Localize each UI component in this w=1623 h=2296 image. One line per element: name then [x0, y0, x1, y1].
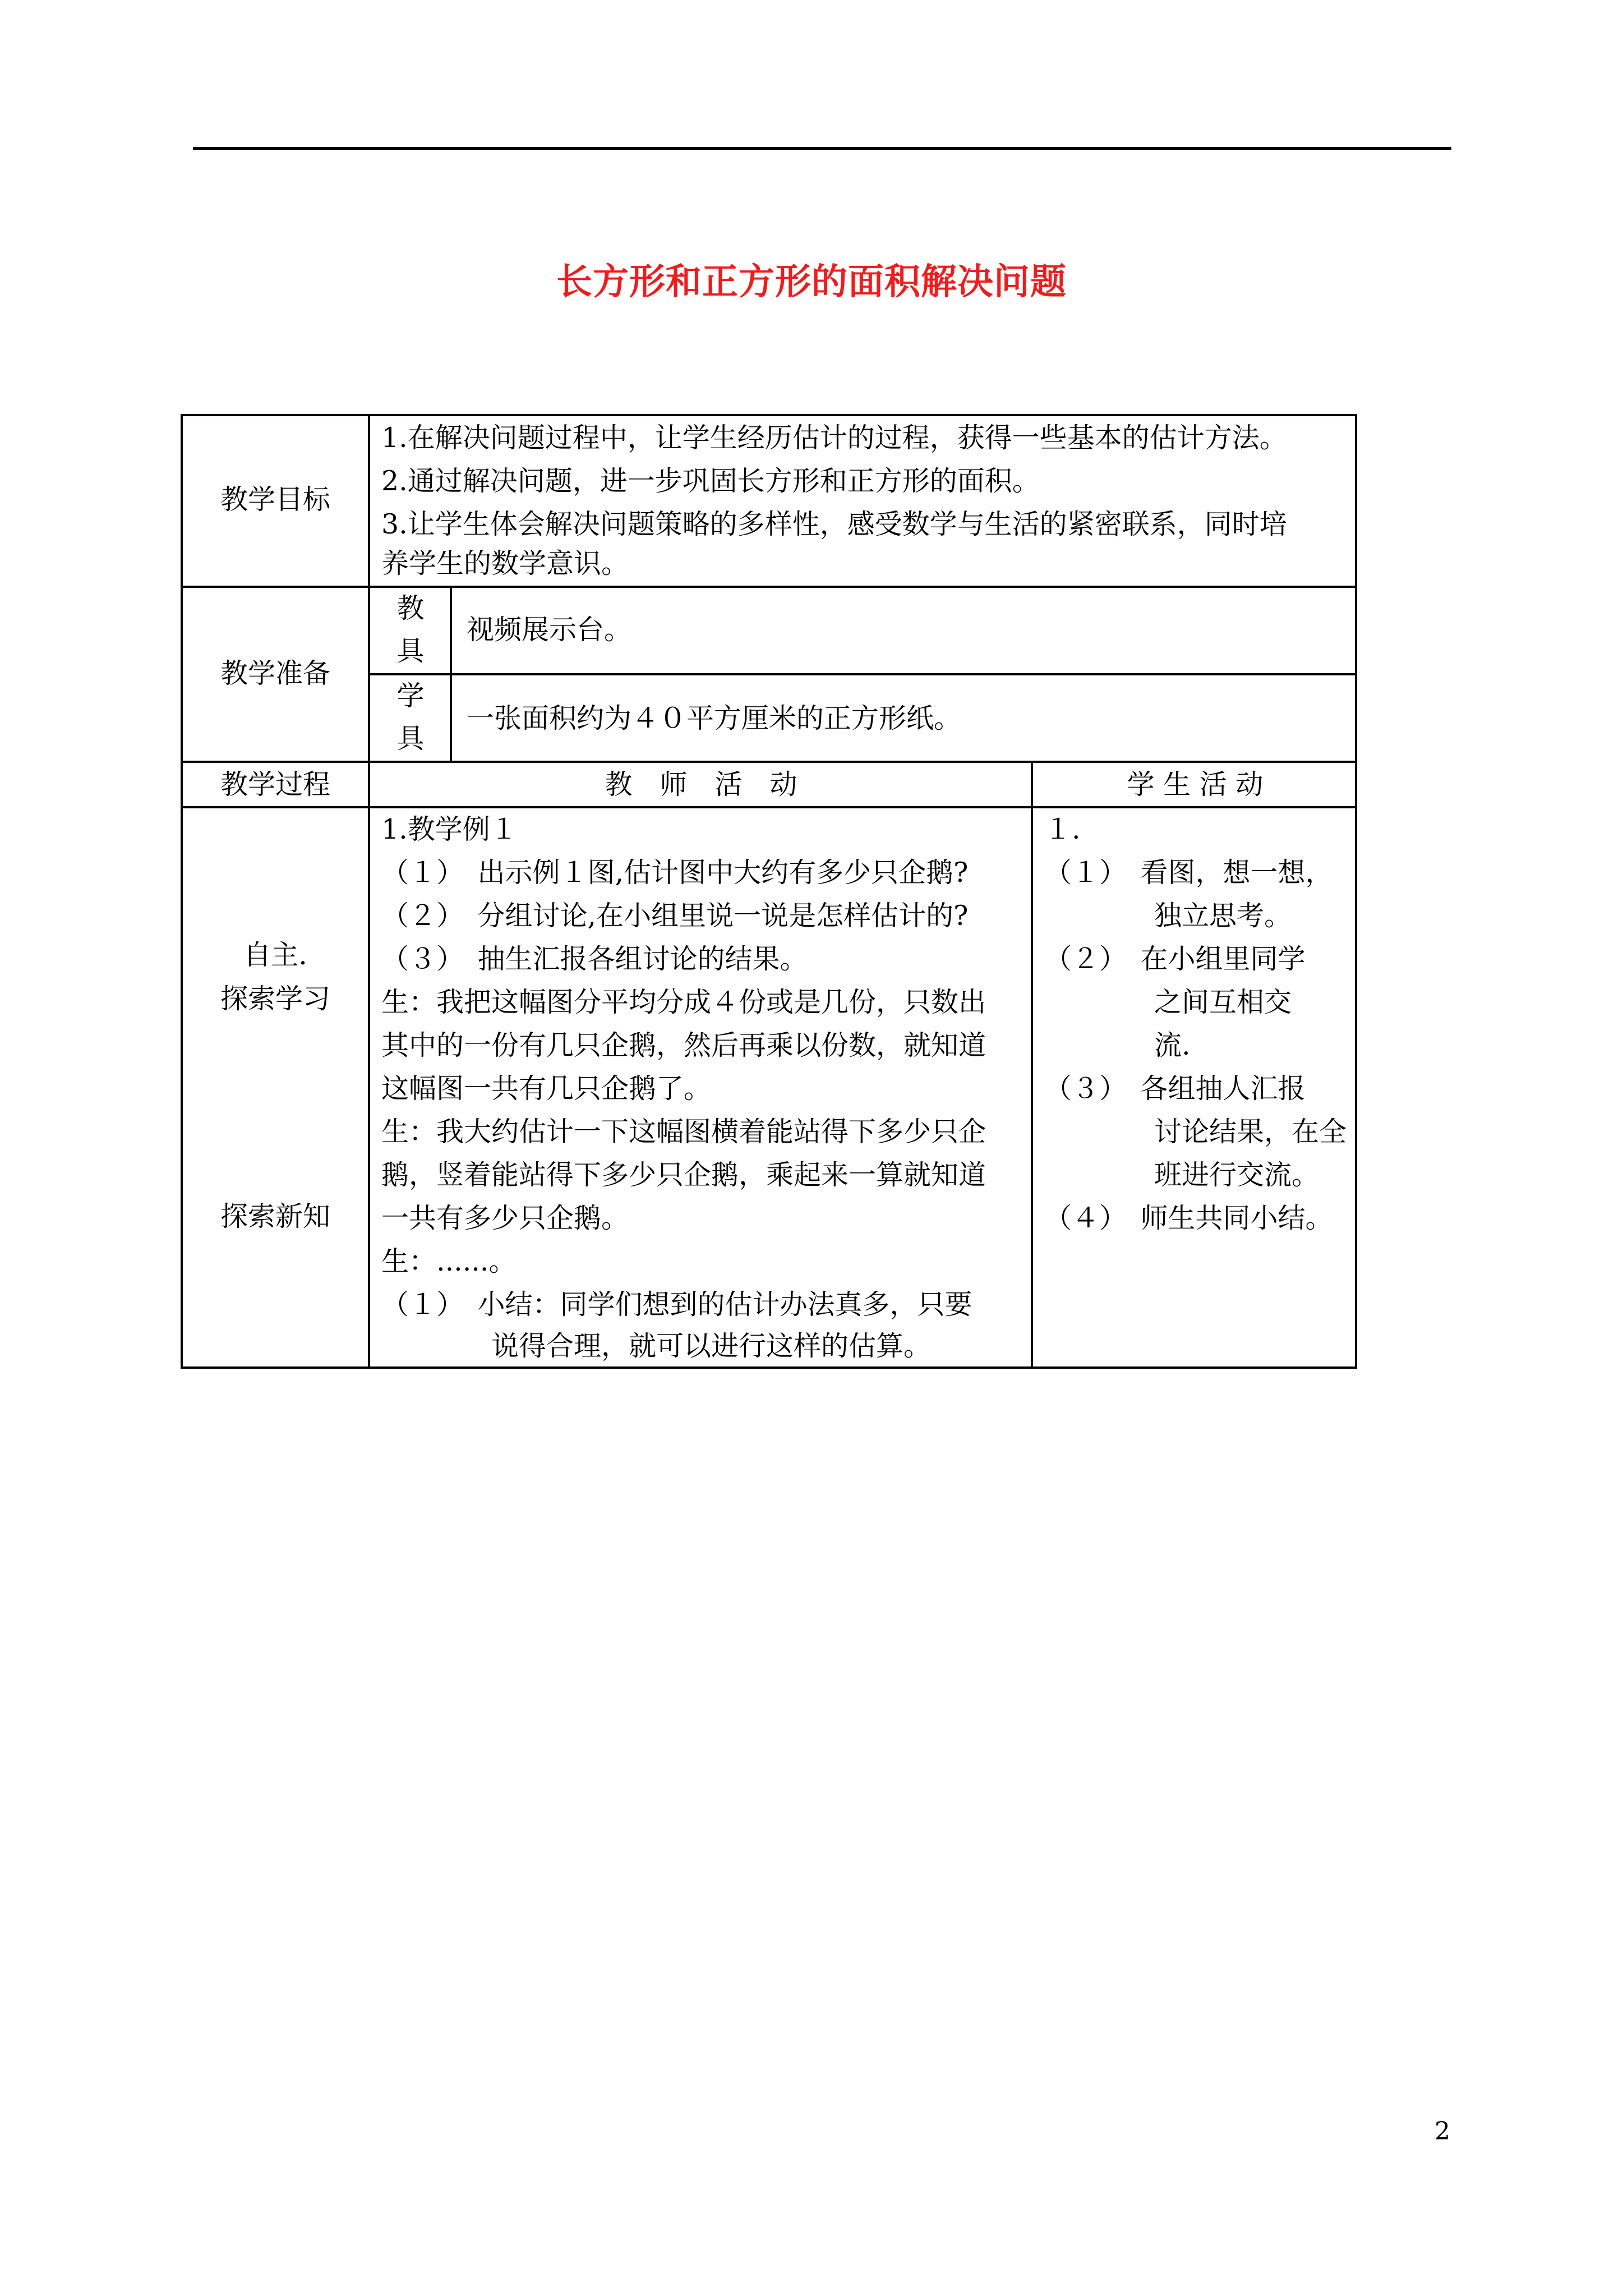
- teacher-line: （１） 小结：同学们想到的估计办法真多，只要: [381, 1289, 972, 1320]
- goal-line: 养学生的数学意识。: [381, 547, 629, 579]
- page-number: 2: [1435, 2117, 1450, 2146]
- table-rule: [368, 673, 1357, 675]
- teacher-line: 这幅图一共有几只企鹅了。: [381, 1073, 712, 1105]
- stage-label: 探索新知: [220, 1200, 330, 1232]
- student-line: 流.: [1044, 1029, 1191, 1061]
- student-line: 讨论结果，在全: [1044, 1116, 1347, 1148]
- header-rule: [193, 147, 1451, 150]
- student-line: （３） 各组抽人汇报: [1044, 1073, 1306, 1105]
- process-label: 教学过程: [220, 769, 330, 800]
- teacher-line: 生：我大约估计一下这幅图横着能站得下多少只企: [381, 1116, 986, 1148]
- student-tool-value: 一张面积约为４０平方厘米的正方形纸。: [467, 702, 962, 734]
- teacher-line: （１） 出示例１图,估计图中大约有多少只企鹅?: [381, 857, 969, 889]
- table-rule: [1031, 761, 1033, 1369]
- goal-line: 3.让学生体会解决问题策略的多样性，感受数学与生活的紧密联系，同时培: [381, 508, 1287, 540]
- teacher-line: 生：我把这幅图分平均分成４份或是几份，只数出: [381, 986, 986, 1018]
- table-rule: [181, 586, 1357, 588]
- prep-label: 教学准备: [220, 657, 330, 689]
- student-line: 独立思考。: [1044, 900, 1292, 932]
- student-line: １.: [1044, 813, 1081, 845]
- student-line: （４） 师生共同小结。: [1044, 1202, 1333, 1234]
- teacher-line: 生：......。: [381, 1245, 517, 1277]
- stage-label: 探索学习: [220, 983, 330, 1015]
- stage-label: 自主.: [243, 939, 307, 971]
- goal-line: 2.通过解决问题，进一步巩固长方形和正方形的面积。: [381, 465, 1040, 497]
- goal-line: 1.在解决问题过程中，让学生经历估计的过程，获得一些基本的估计方法。: [381, 422, 1287, 454]
- teacher-tool-label: 教: [396, 592, 425, 624]
- student-line: 之间互相交: [1044, 986, 1292, 1018]
- student-line: （１） 看图，想一想，: [1044, 857, 1333, 889]
- teacher-tool-label: 具: [396, 635, 425, 667]
- student-tool-label: 学: [396, 680, 425, 712]
- teacher-line: 其中的一份有几只企鹅，然后再乘以份数，就知道: [381, 1029, 986, 1061]
- student-line: （２） 在小组里同学: [1044, 943, 1306, 975]
- student-line: 班进行交流。: [1044, 1159, 1320, 1191]
- student-activity-header: 学 生 活 动: [1127, 769, 1264, 800]
- teacher-tool-value: 视频展示台。: [467, 614, 632, 646]
- teacher-line: （３） 抽生汇报各组讨论的结果。: [381, 943, 808, 975]
- student-tool-label: 具: [396, 723, 425, 754]
- teacher-line: 一共有多少只企鹅。: [381, 1202, 629, 1234]
- document-title: 长方形和正方形的面积解决问题: [556, 261, 1067, 303]
- teacher-activity-header: 教 师 活 动: [605, 769, 797, 800]
- goals-label: 教学目标: [220, 484, 330, 516]
- teacher-line: 鹅，竖着能站得下多少只企鹅，乘起来一算就知道: [381, 1159, 986, 1191]
- teacher-line: （２） 分组讨论,在小组里说一说是怎样估计的?: [381, 900, 969, 932]
- table-rule: [181, 806, 1357, 808]
- teacher-line: 1.教学例１: [381, 813, 518, 845]
- teacher-line: 说得合理，就可以进行这样的估算。: [381, 1330, 932, 1362]
